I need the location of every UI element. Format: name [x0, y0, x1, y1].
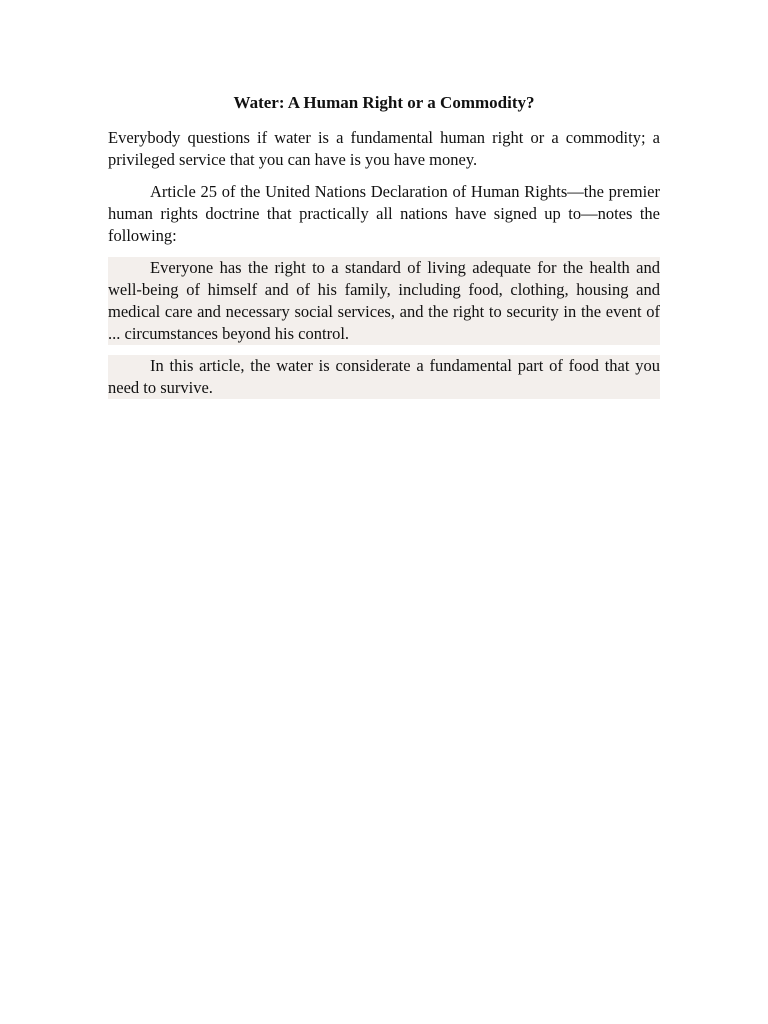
paragraph-conclusion: In this article, the water is considerate a fundamental part of food that you need to survive. [108, 356, 660, 397]
paragraph-quote: Everyone has the right to a standard of living adequate for the health and well-being of himself and of his family, including food, clothing, housing and medical care and necessary social services, and the right to security in the event of ... circumstances beyond his control. [108, 258, 660, 343]
document-body [108, 92, 660, 409]
paragraph-article-25: Article 25 of the United Nations Declaration of Human Rights—the premier human rights doctrine that practically all nations have signed up to—notes the following: [108, 182, 660, 245]
document-title: Water: A Human Right or a Commodity? [233, 93, 535, 112]
paragraph-intro: Everybody questions if water is a fundamental human right or a commodity; a privileged service that you can have is you have money. [108, 128, 660, 169]
